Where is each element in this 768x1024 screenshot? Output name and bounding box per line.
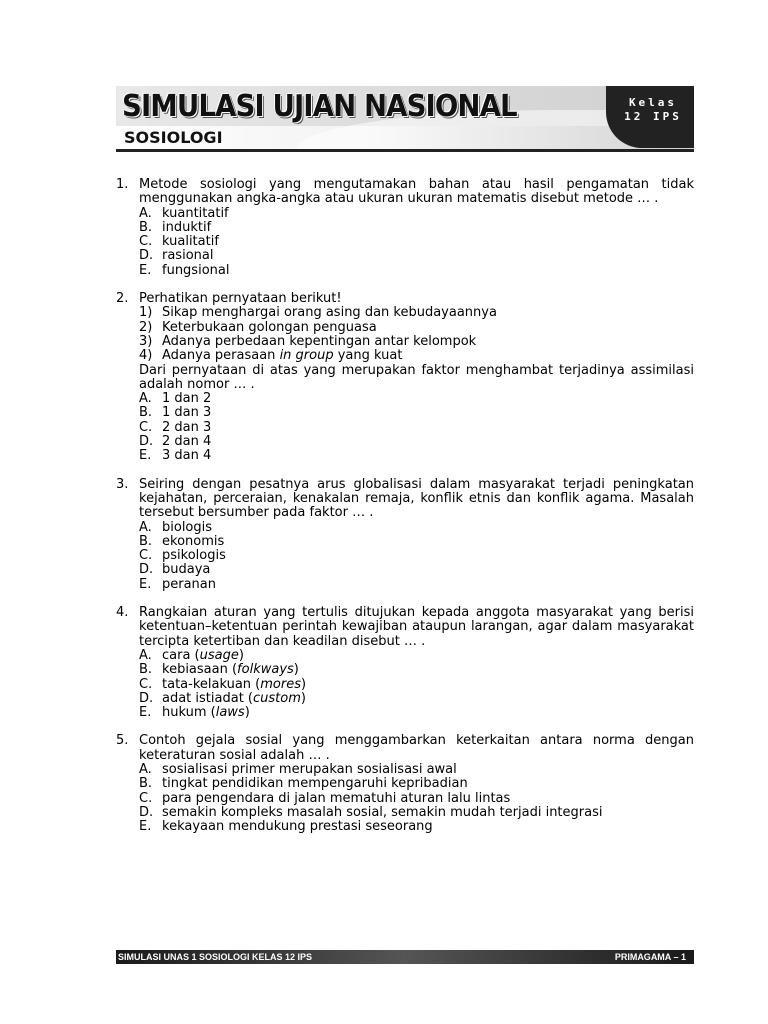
option: D. budaya — [139, 562, 211, 578]
option: E. kekayaan mendukung prestasi seseorang — [139, 819, 433, 835]
option: B. ekonomis — [139, 533, 225, 549]
question-number: 3. — [116, 476, 129, 492]
option: E. peranan — [139, 576, 217, 592]
option: A. 1 dan 2 — [139, 391, 212, 407]
option: D. semakin kompleks masalah sosial, semakin mudah terjadi integrasi — [139, 804, 603, 820]
subject-title: SOSIOLOGI — [124, 128, 223, 147]
question-number: 2. — [116, 291, 129, 307]
question-number: 4. — [116, 605, 129, 621]
page-title: SIMULASI UJIAN NASIONAL — [122, 89, 517, 124]
question-2 — [116, 292, 694, 464]
statement: 1) Sikap menghargai orang asing dan kebudayaannya — [139, 305, 497, 321]
statement: 4) Adanya perasaan in group yang kuat — [139, 348, 403, 364]
question-4 — [116, 606, 694, 720]
question-text: Contoh gejala sosial yang menggambarkan keterkaitan antara norma dengan keteraturan sosial adalah … . — [139, 733, 694, 763]
option: E. hukum (laws) — [139, 705, 250, 721]
statement: 3) Adanya perbedaan kepentingan antar kelompok — [139, 333, 477, 349]
question-text: Metode sosiologi yang mengutamakan bahan atau hasil pengamatan tidak menggunakan angka-angka atau ukuran ukuran matematis disebut metode … . — [139, 177, 694, 207]
option: D. 2 dan 4 — [139, 434, 212, 450]
option: C. 2 dan 3 — [139, 419, 212, 435]
banner-divider — [116, 149, 694, 152]
question-followup: Dari pernyataan di atas yang merupakan faktor menghambat terjadinya assimilasi adalah nomor … . — [139, 362, 694, 392]
option: E. 3 dan 4 — [139, 448, 212, 464]
option: C. para pengendara di jalan mematuhi aturan lalu lintas — [139, 790, 511, 806]
option: C. kualitatif — [139, 234, 219, 250]
question-text: Seiring dengan pesatnya arus globalisasi dalam masyarakat terjadi peningkatan kejahatan, perceraian, kenakalan remaja, konflik etnis dan konflik agama. Masalah tersebut bersumber pada faktor … . — [139, 476, 694, 521]
question-number: 1. — [116, 177, 129, 192]
option: A. sosialisasi primer merupakan sosialisasi awal — [139, 761, 457, 777]
statement: 2) Keterbukaan golongan penguasa — [139, 319, 377, 335]
option: E. fungsional — [139, 262, 230, 278]
option: B. 1 dan 3 — [139, 405, 212, 421]
option: A. cara (usage) — [139, 647, 244, 663]
question-text: Rangkaian aturan yang tertulis ditujukan kepada anggota masyarakat yang berisi ketentuan–ketentuan perintah kewajiban ataupun larangan, agar dalam masyarakat tercipta ketertiban dan keadilan disebut … . — [139, 605, 694, 649]
class-badge — [606, 86, 694, 148]
option: A. kuantitatif — [139, 205, 229, 221]
badge-class: 12 IPS — [624, 110, 682, 123]
option: C. tata-kelakuan (mores) — [139, 676, 307, 692]
option: B. kebiasaan (folkways) — [139, 662, 299, 678]
footer-page-number: PRIMAGAMA – 1 — [614, 952, 686, 962]
question-1 — [116, 178, 694, 278]
option: B. tingkat pendidikan mempengaruhi kepribadian — [139, 776, 468, 792]
option: C. psikologis — [139, 548, 226, 564]
question-5 — [116, 734, 694, 834]
question-number: 5. — [116, 733, 129, 749]
option: D. rasional — [139, 248, 214, 264]
footer-title: SIMULASI UNAS 1 SOSIOLOGI KELAS 12 IPS — [118, 952, 313, 962]
question-text: Perhatikan pernyataan berikut! — [139, 291, 342, 307]
option: B. induktif — [139, 219, 212, 235]
page-footer — [116, 950, 694, 964]
option: D. adat istiadat (custom) — [139, 690, 306, 706]
option: A. biologis — [139, 519, 213, 535]
question-list — [116, 178, 694, 848]
badge-label: Kelas — [628, 96, 678, 109]
question-3 — [116, 478, 694, 592]
